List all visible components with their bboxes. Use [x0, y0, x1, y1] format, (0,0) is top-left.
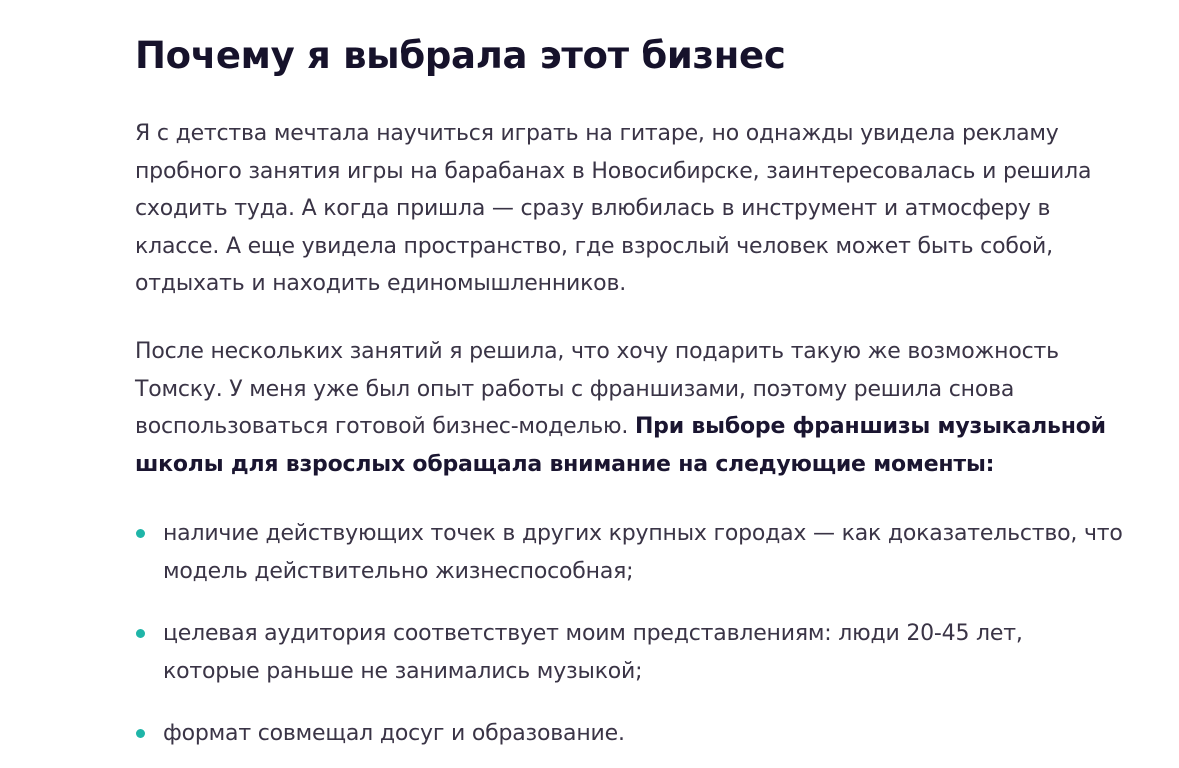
bullet-dot-icon [136, 529, 145, 538]
bullet-dot-icon [136, 629, 145, 638]
paragraph-franchise-bold: При выборе франшизы музыкальной школы для взрослых обращала внимание на следующие моменты: [135, 414, 1106, 477]
paragraph-franchise-text: После нескольких занятий я решила, что хочу подарить такую же возможность Томску. У меня уже был опыт работы с франшизами, поэтому решила снова воспользоваться готовой бизнес-моделью. [135, 339, 1059, 439]
article-title: Почему я выбрала этот бизнес [135, 34, 786, 77]
paragraph-franchise [135, 333, 1135, 483]
list-item-text: наличие действующих точек в других крупных городах — как доказательство, что модель действительно жизнеспособная; [163, 521, 1123, 584]
list-item-text: формат совмещал досуг и образование. [163, 721, 625, 746]
list-item-text: целевая аудитория соответствует моим представлениям: люди 20-45 лет, которые раньше не занимались музыкой; [163, 621, 1023, 684]
paragraph-intro: Я с детства мечтала научиться играть на гитаре, но однажды увидела рекламу пробного занятия игры на барабанах в Новосибирске, заинтересовалась и решила сходить туда. А когда пришла — сразу влюбилась в инструмент и атмосферу в классе. А еще увидела пространство, где взрослый человек может быть собой, отдыхать и находить единомышленников. [135, 121, 1092, 296]
bullet-dot-icon [136, 729, 145, 738]
